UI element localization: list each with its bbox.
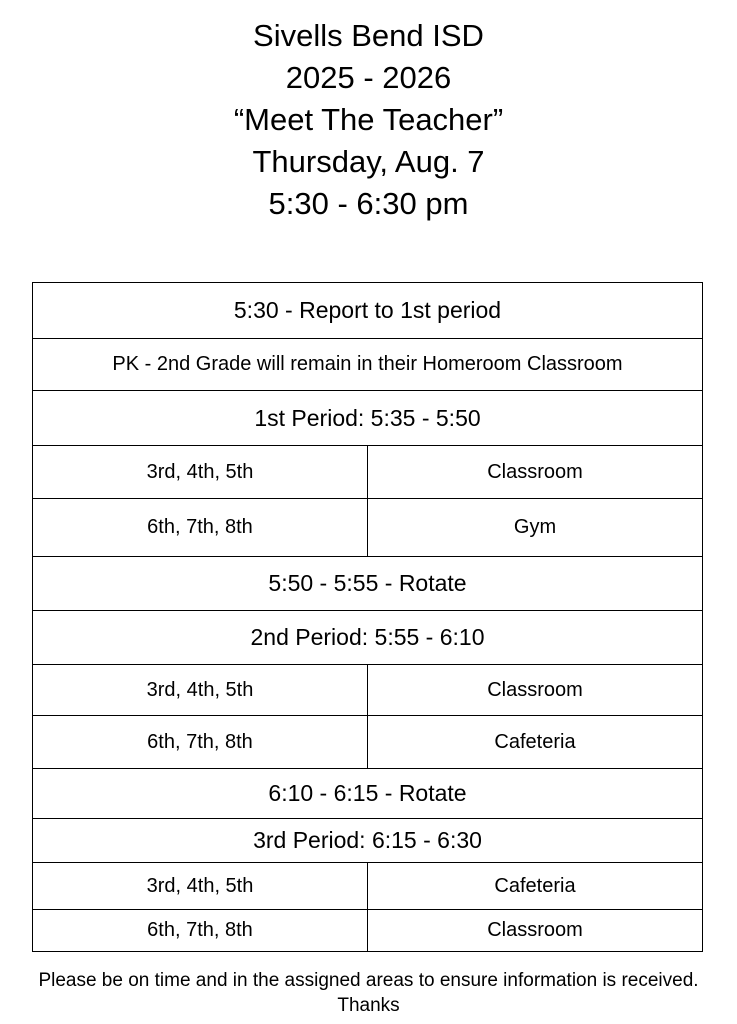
footer-notice: Please be on time and in the assigned areas to ensure information is received. <box>38 970 699 991</box>
table-row <box>33 863 703 910</box>
event-title: “Meet The Teacher” <box>233 102 504 137</box>
table-row <box>33 611 703 665</box>
rotate-1: 5:50 - 5:55 - Rotate <box>33 557 703 611</box>
footer-thanks: Thanks <box>337 995 400 1016</box>
pk-note: PK - 2nd Grade will remain in their Homeroom Classroom <box>33 339 703 391</box>
table-row <box>33 769 703 819</box>
location-cell: Cafeteria <box>368 716 703 769</box>
grades-cell: 6th, 7th, 8th <box>33 499 368 557</box>
table-row <box>33 391 703 446</box>
schedule-table <box>32 282 703 952</box>
page-footer <box>0 968 737 1018</box>
table-row <box>33 665 703 716</box>
table-row <box>33 283 703 339</box>
event-time: 5:30 - 6:30 pm <box>268 186 469 221</box>
grades-cell: 3rd, 4th, 5th <box>33 863 368 910</box>
location-cell: Classroom <box>368 665 703 716</box>
table-row <box>33 557 703 611</box>
grades-cell: 6th, 7th, 8th <box>33 716 368 769</box>
school-year: 2025 - 2026 <box>285 60 452 95</box>
table-row <box>33 716 703 769</box>
location-cell: Classroom <box>368 446 703 499</box>
table-row <box>33 446 703 499</box>
page-header <box>0 15 737 225</box>
period-2-title: 2nd Period: 5:55 - 6:10 <box>33 611 703 665</box>
period-1-title: 1st Period: 5:35 - 5:50 <box>33 391 703 446</box>
grades-cell: 6th, 7th, 8th <box>33 910 368 952</box>
event-date: Thursday, Aug. 7 <box>252 144 485 179</box>
table-row <box>33 339 703 391</box>
rotate-2: 6:10 - 6:15 - Rotate <box>33 769 703 819</box>
grades-cell: 3rd, 4th, 5th <box>33 446 368 499</box>
table-row <box>33 910 703 952</box>
location-cell: Classroom <box>368 910 703 952</box>
table-row <box>33 499 703 557</box>
location-cell: Cafeteria <box>368 863 703 910</box>
report-time: 5:30 - Report to 1st period <box>33 283 703 339</box>
table-row <box>33 819 703 863</box>
district-name: Sivells Bend ISD <box>253 18 484 53</box>
grades-cell: 3rd, 4th, 5th <box>33 665 368 716</box>
location-cell: Gym <box>368 499 703 557</box>
period-3-title: 3rd Period: 6:15 - 6:30 <box>33 819 703 863</box>
